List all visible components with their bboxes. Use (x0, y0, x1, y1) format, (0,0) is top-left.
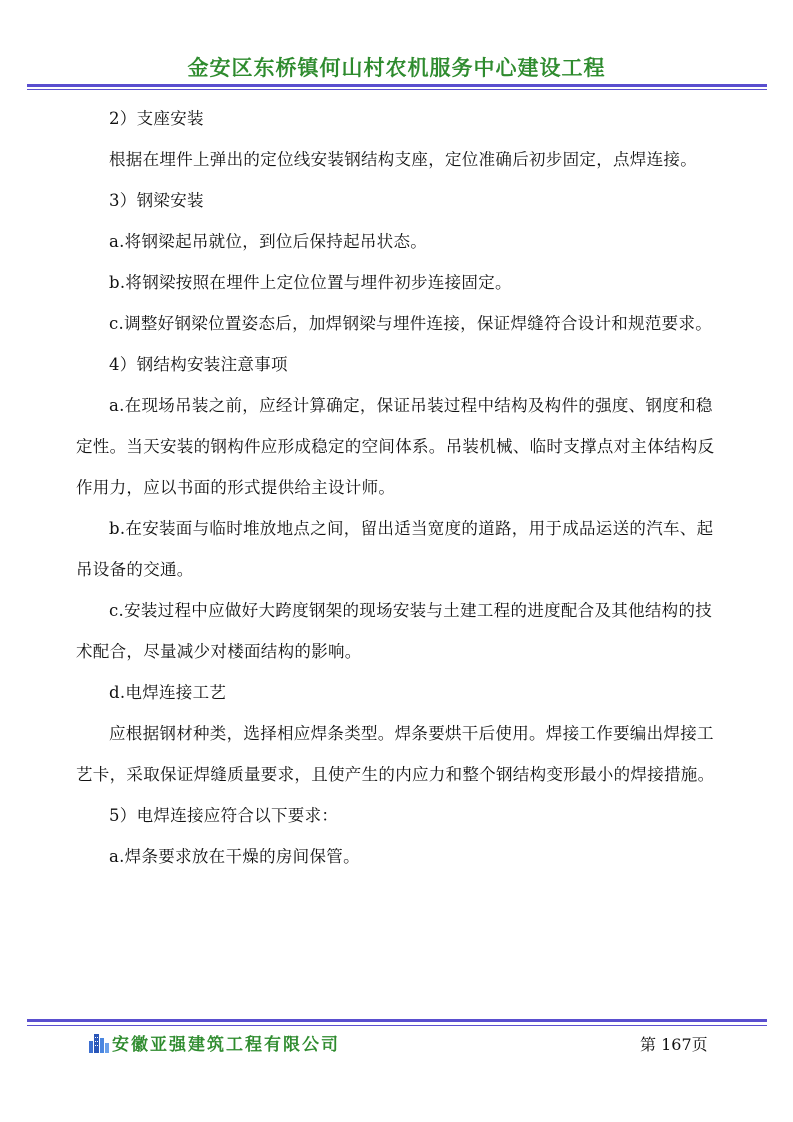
paragraph: c.调整好钢梁位置姿态后，加焊钢梁与埋件连接，保证焊缝符合设计和规范要求。 (109, 314, 713, 333)
building-logo-icon (88, 1031, 110, 1053)
footer-rule-thin (27, 1025, 767, 1026)
footer-rule-thick (27, 1019, 767, 1022)
paragraph: a.在现场吊装之前，应经计算确定，保证吊装过程中结构及构件的强度、钢度和稳定性。当天安装的钢构件应形成稳定的空间体系。吊装机械、临时支撑点对主体结构反作用力，应以书面的形式提供给主设计师。 (76, 396, 715, 497)
paragraph: 应根据钢材种类，选择相应焊条类型。焊条要烘干后使用。焊接工作要编出焊接工艺卡，采取保证焊缝质量要求，且使产生的内应力和整个钢结构变形最小的焊接措施。 (76, 724, 715, 784)
document-header-title: 金安区东桥镇何山村农机服务中心建设工程 (187, 56, 606, 80)
footer-company-name: 安徽亚强建筑工程有限公司 (112, 1035, 340, 1055)
paragraph: a.焊条要求放在干燥的房间保管。 (109, 847, 360, 866)
header-rule-thin (27, 89, 767, 90)
paragraph: c.安装过程中应做好大跨度钢架的现场安装与土建工程的进度配合及其他结构的技术配合，尽量减少对楼面结构的影响。 (76, 601, 713, 661)
paragraph: b.在安装面与临时堆放地点之间，留出适当宽度的道路，用于成品运送的汽车、起吊设备的交通。 (76, 519, 714, 579)
paragraph: 2）支座安装 (109, 109, 204, 128)
header-rule-thick (27, 84, 767, 87)
page-number: 第 167页 (640, 1035, 708, 1054)
paragraph: b.将钢梁按照在埋件上定位位置与埋件初步连接固定。 (109, 273, 512, 292)
paragraph: 5）电焊连接应符合以下要求： (109, 806, 339, 825)
paragraph: a.将钢梁起吊就位，到位后保持起吊状态。 (109, 232, 428, 251)
paragraph: d.电焊连接工艺 (109, 683, 227, 702)
paragraph: 根据在埋件上弹出的定位线安装钢结构支座，定位准确后初步固定，点焊连接。 (109, 150, 697, 169)
document-body (76, 98, 726, 877)
paragraph: 3）钢梁安装 (109, 191, 204, 210)
paragraph: 4）钢结构安装注意事项 (109, 355, 288, 374)
